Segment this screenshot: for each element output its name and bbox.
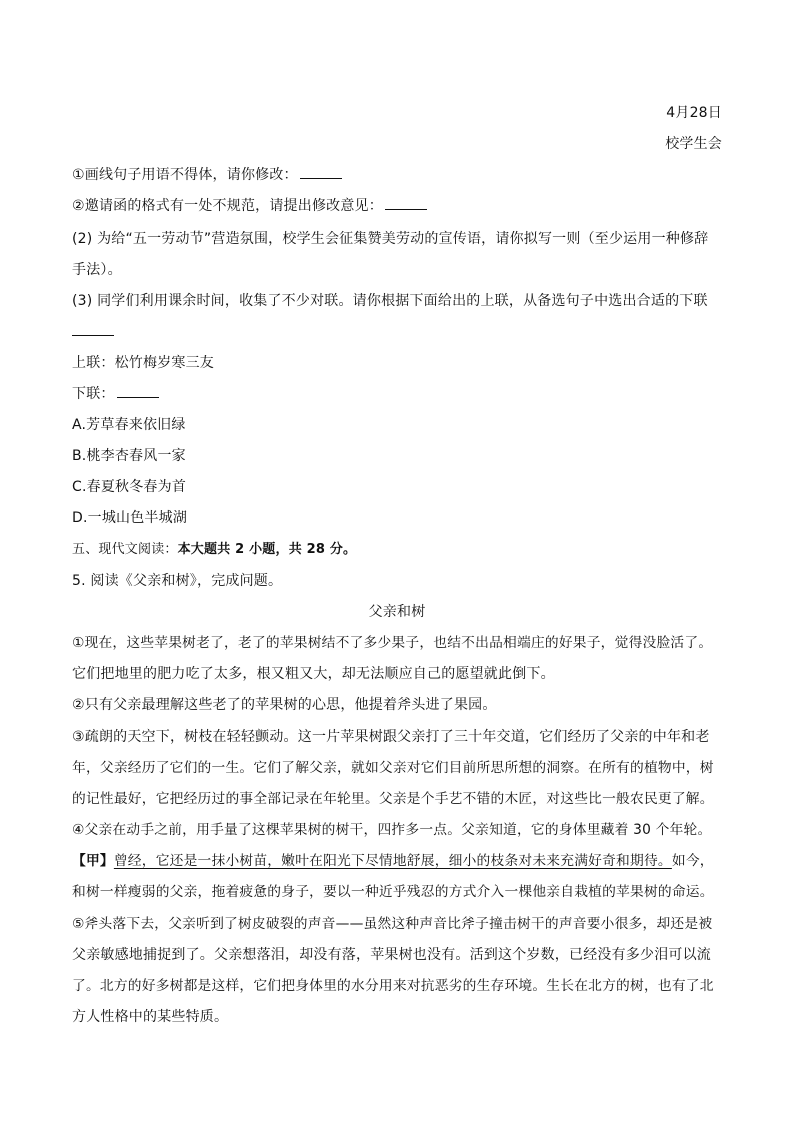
question-1-item-1-text: ①画线句子用语不得体，请你修改：: [72, 167, 298, 183]
passage-line: 了。北方的好多树都是这样，它们把身体里的水分用来对抗恶劣的生存环境。生长在北方的树，也有了北: [72, 978, 714, 994]
lower-couplet: [72, 384, 722, 404]
option-b: B.桃李杏春风一家: [72, 448, 186, 464]
question-3-line-1: (3) 同学们利用课余时间，收集了不少对联。请你根据下面给出的上联，从备选句子中选出合适的下联: [72, 293, 708, 309]
option-d: D.一城山色半城湖: [72, 510, 188, 526]
question-1-item-2: [72, 196, 722, 216]
question-2-line-1: (2) 为给“五一劳动节”营造氛围，校学生会征集赞美劳动的宣传语，请你拟写一则（至少运用一种修辞: [72, 231, 709, 247]
passage-line: 父亲敏感地捕捉到了。父亲想落泪，却没有落，苹果树也没有。活到这个岁数，已经没有多少泪可以流: [72, 947, 711, 963]
passage-line: ③疏朗的天空下，树枝在轻轻颤动。这一片苹果树跟父亲打了三十年交道，它们经历了父亲的中年和老: [72, 729, 710, 745]
passage-line: ①现在，这些苹果树老了，老了的苹果树结不了多少果子，也结不出品相端庄的好果子，觉得没脸活了。: [72, 635, 713, 651]
letter-date: 4月28日: [666, 105, 722, 121]
lower-couplet-label: 下联：: [72, 386, 115, 402]
passage-line-jia: [72, 851, 722, 871]
passage-line: 的记性最好，它把经历过的事全部记录在年轮里。父亲是个手艺不错的木匠，对这些比一般农民更了解。: [72, 791, 714, 807]
section-5-heading-prefix: 五、现代文阅读：: [72, 542, 178, 557]
question-1-item-2-text: ②邀请函的格式有一处不规范，请提出修改意见：: [72, 198, 383, 214]
passage-line: ⑤斧头落下去，父亲听到了树皮破裂的声音——虽然这种声音比斧子撞击树干的声音要小很多，却还是被: [72, 916, 713, 932]
section-5-heading-rest: 本大题共 2 小题，共 28 分。: [177, 542, 357, 557]
passage-line: 和树一样瘦弱的父亲，拖着疲惫的身子，要以一种近乎残忍的方式介入一棵他亲自栽植的苹果树的命运。: [72, 884, 714, 900]
letter-signature: 校学生会: [665, 136, 722, 152]
answer-blank: [385, 196, 427, 210]
answer-blank: [117, 384, 159, 398]
jia-marker: 【甲】: [72, 853, 114, 869]
question-1-item-1: [72, 165, 722, 185]
passage-line: ④父亲在动手之前，用手量了这棵苹果树的树干，四拃多一点。父亲知道，它的身体里藏着 30 个年轮。: [72, 822, 712, 838]
jia-underlined-sentence: 曾经，它还是一抹小树苗，嫩叶在阳光下尽情地舒展，细小的枝条对未来充满好奇和期待。: [113, 853, 672, 869]
answer-blank: [72, 334, 114, 336]
passage-line: 方人性格中的某些特质。: [72, 1009, 229, 1025]
question-5-instruction: 5. 阅读《父亲和树》，完成问题。: [72, 573, 283, 589]
passage-line: 它们把地里的肥力吃了太多，根又粗又大，却无法顺应自己的愿望就此倒下。: [72, 666, 555, 682]
passage-line: ②只有父亲最理解这些老了的苹果树的心思，他提着斧头进了果园。: [72, 697, 497, 713]
question-2-line-2: 手法）。: [72, 262, 122, 278]
jia-tail: 如今，: [671, 853, 714, 869]
passage-line: 年，父亲经历了它们的一生。它们了解父亲，就如父亲对它们目前所思所想的洞察。在所有的植物中，树: [72, 760, 714, 776]
upper-couplet: 上联：松竹梅岁寒三友: [72, 355, 214, 371]
passage-title: 父亲和树: [368, 604, 426, 620]
section-5-heading: [72, 540, 722, 560]
option-c: C.春夏秋冬春为首: [72, 479, 187, 495]
option-a: A.芳草春来依旧绿: [72, 417, 186, 433]
answer-blank: [300, 165, 342, 179]
